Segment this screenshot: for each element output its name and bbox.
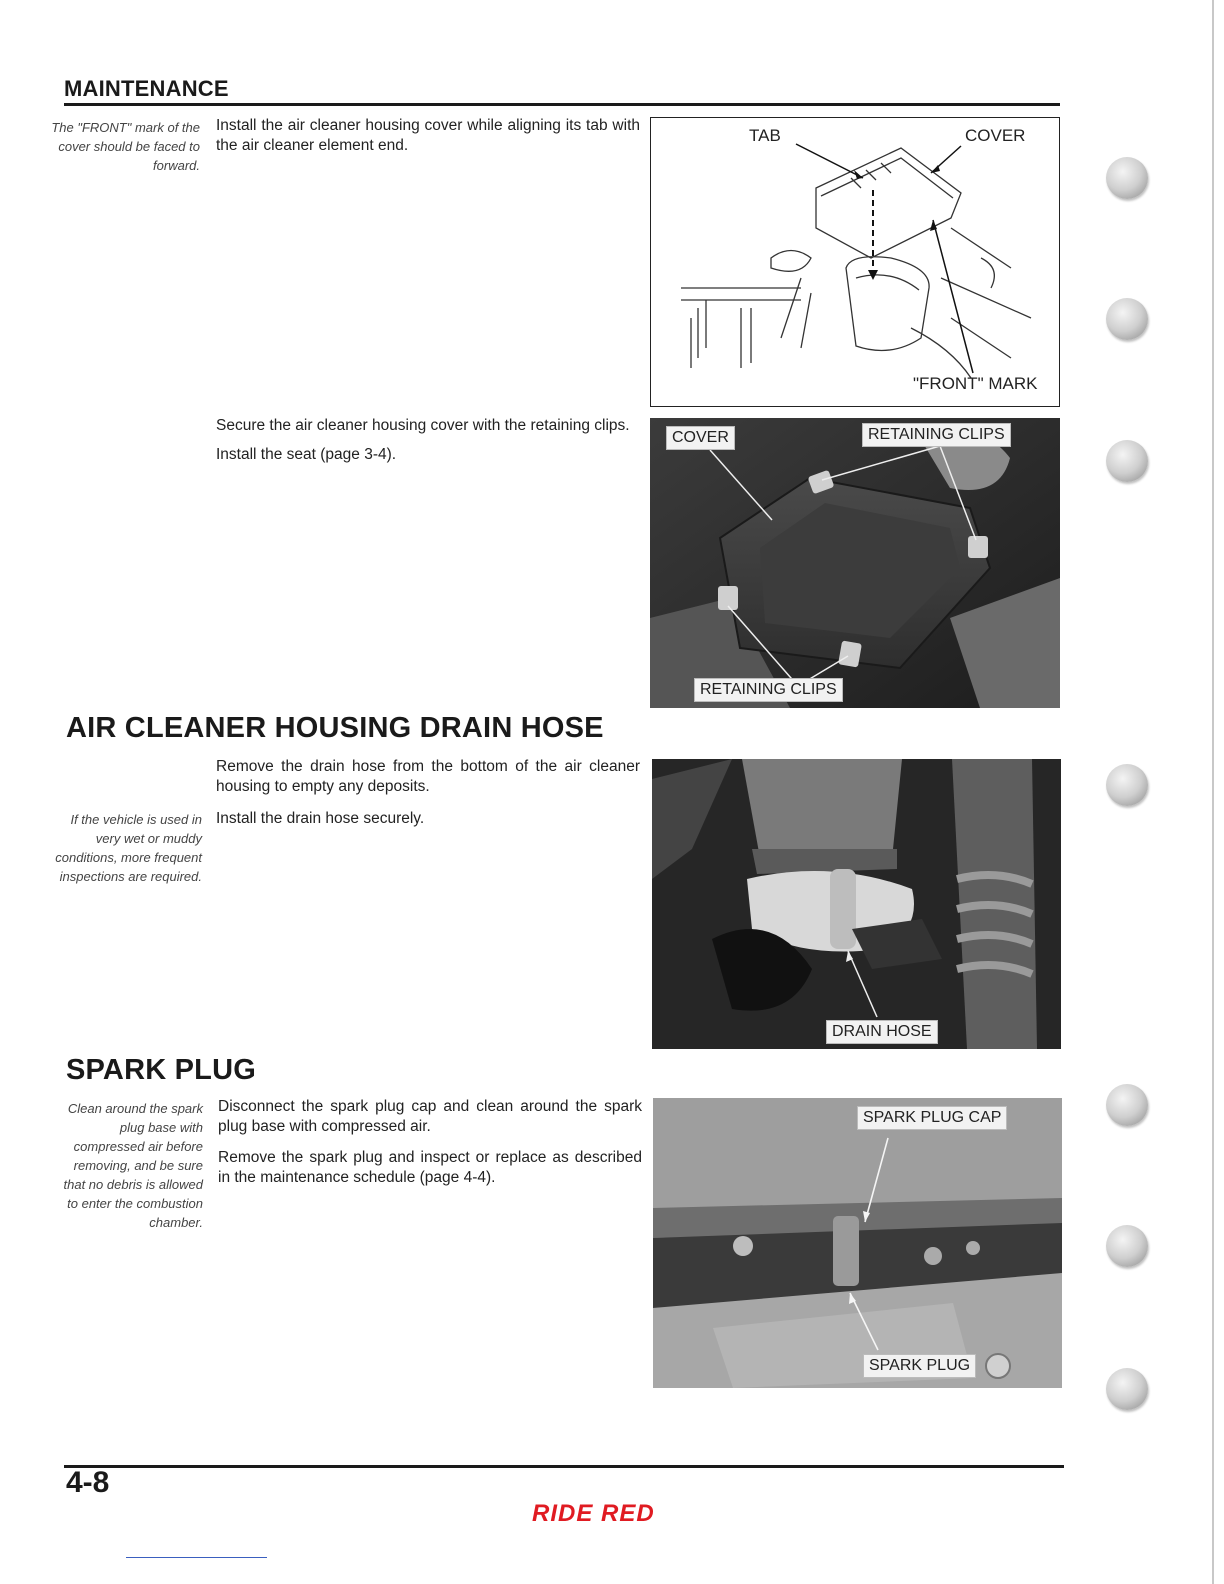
punch-hole-7 [1106,1368,1148,1410]
section-title-drain-hose: AIR CLEANER HOUSING DRAIN HOSE [66,712,604,744]
page-edge-line [1212,0,1214,1584]
footer-rule [64,1465,1064,1468]
punch-hole-6 [1106,1225,1148,1267]
page-header-title: MAINTENANCE [64,76,229,101]
photo-spark-plug [653,1098,1062,1388]
side-note-wet-conditions: If the vehicle is used in very wet or muddy conditions, more frequent inspections are required. [55,812,202,884]
photo-drain-hose [652,759,1061,1049]
punch-hole-2 [1106,298,1148,340]
section-title-spark-plug: SPARK PLUG [66,1054,256,1086]
retaining-clips-photo-drawing [650,418,1060,708]
side-note-clean-spark-plug: Clean around the spark plug base with compressed air before removing, and be sure that no debris is allowed to enter the combustion chamber. [63,1101,203,1230]
punch-hole-1 [1106,157,1148,199]
spark-plug-photo-drawing [653,1098,1062,1388]
section1-para-install-seat: Install the seat (page 3-4). [216,446,397,463]
label-retaining-clips-bottom: RETAINING CLIPS [694,678,843,702]
section1-text-top [216,116,640,165]
section1-text-bottom [216,416,640,474]
label-front-mark: "FRONT" MARK [913,374,1038,393]
section1-para-secure-cover: Secure the air cleaner housing cover with the retaining clips. [216,417,630,434]
brand-logo: RIDE RED [532,1500,655,1527]
label-spark-plug: SPARK PLUG [863,1354,976,1378]
section2-para-install-hose: Install the drain hose securely. [216,810,425,827]
label-drain-hose: DRAIN HOSE [826,1020,938,1044]
section3-text [218,1097,642,1197]
drain-hose-photo-drawing [652,759,1061,1049]
label-photo-cover: COVER [666,426,735,450]
section3-para-disconnect-cap: Disconnect the spark plug cap and clean around the spark plug base with compressed air. [218,1098,642,1135]
label-cover: COVER [965,126,1026,145]
cover-diagram-drawing [651,118,1059,406]
side-note-front-mark: The "FRONT" mark of the cover should be faced to forward. [51,120,200,173]
section3-para-remove-plug: Remove the spark plug and inspect or replace as described in the maintenance schedule (page 4-4). [218,1149,642,1186]
section2-para-remove-hose: Remove the drain hose from the bottom of the air cleaner housing to empty any deposits. [216,758,640,795]
figure-cover-diagram [650,117,1060,407]
header-rule [64,103,1060,106]
section2-text [216,757,640,838]
punch-hole-4 [1106,764,1148,806]
label-spark-plug-cap: SPARK PLUG CAP [857,1106,1007,1130]
punch-hole-5 [1106,1084,1148,1126]
footer-link-underline [126,1557,267,1558]
page-number: 4-8 [66,1466,110,1499]
label-tab: TAB [749,126,781,145]
label-retaining-clips-top: RETAINING CLIPS [862,423,1011,447]
punch-hole-3 [1106,440,1148,482]
photo-retaining-clips [650,418,1060,708]
section1-para-install-cover: Install the air cleaner housing cover while aligning its tab with the air cleaner element end. [216,117,640,154]
